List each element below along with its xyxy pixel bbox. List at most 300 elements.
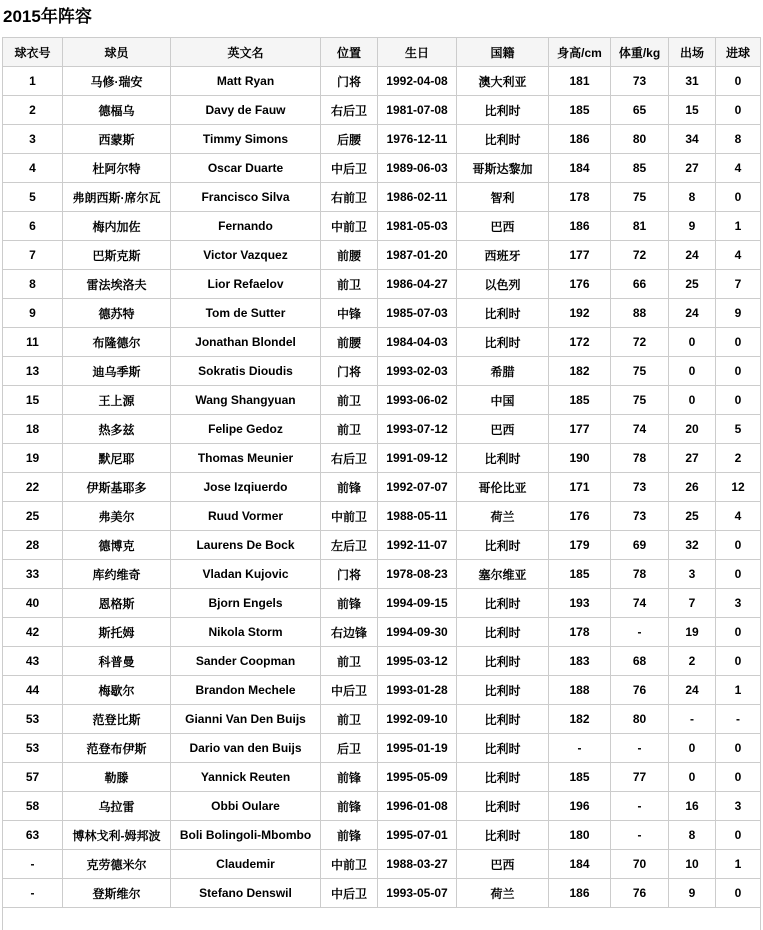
cell-birthday: 1986-04-27 <box>378 270 457 299</box>
cell-appearances: 0 <box>669 328 716 357</box>
cell-height: - <box>549 734 611 763</box>
cell-goals: 0 <box>716 386 761 415</box>
cell-position: 前腰 <box>321 328 378 357</box>
cell-appearances: 15 <box>669 96 716 125</box>
cell-birthday: 1991-09-12 <box>378 444 457 473</box>
table-row <box>3 212 761 241</box>
column-header-position: 位置 <box>321 38 378 67</box>
cell-appearances: 8 <box>669 821 716 850</box>
cell-position: 前卫 <box>321 386 378 415</box>
column-header-weight: 体重/kg <box>611 38 669 67</box>
cell-english-name: Claudemir <box>171 850 321 879</box>
cell-goals: 0 <box>716 357 761 386</box>
cell-jersey: 33 <box>3 560 63 589</box>
cell-jersey: 44 <box>3 676 63 705</box>
page-title: 2015年阵容 <box>3 7 92 26</box>
cell-goals: 0 <box>716 183 761 212</box>
cell-english-name: Nikola Storm <box>171 618 321 647</box>
cell-player: 恩格斯 <box>63 589 171 618</box>
cell-goals: 0 <box>716 560 761 589</box>
cell-position: 前卫 <box>321 647 378 676</box>
cell-birthday: 1992-04-08 <box>378 67 457 96</box>
cell-nationality: 比利时 <box>457 531 549 560</box>
cell-appearances: 32 <box>669 531 716 560</box>
cell-goals: 4 <box>716 241 761 270</box>
cell-weight: 78 <box>611 560 669 589</box>
column-header-appearances: 出场 <box>669 38 716 67</box>
cell-english-name: Sander Coopman <box>171 647 321 676</box>
cell-goals: 3 <box>716 589 761 618</box>
cell-jersey: 53 <box>3 734 63 763</box>
column-header-height: 身高/cm <box>549 38 611 67</box>
cell-appearances: 10 <box>669 850 716 879</box>
cell-english-name: Tom de Sutter <box>171 299 321 328</box>
cell-height: 186 <box>549 125 611 154</box>
cell-appearances: 25 <box>669 270 716 299</box>
cell-appearances: 24 <box>669 299 716 328</box>
roster-table <box>2 37 761 930</box>
roster-table-header <box>3 38 761 67</box>
cell-height: 186 <box>549 212 611 241</box>
cell-birthday: 1993-02-03 <box>378 357 457 386</box>
table-row <box>3 705 761 734</box>
cell-jersey: 19 <box>3 444 63 473</box>
column-header-english-name: 英文名 <box>171 38 321 67</box>
table-row <box>3 67 761 96</box>
cell-position: 中前卫 <box>321 502 378 531</box>
table-row <box>3 444 761 473</box>
cell-english-name: Laurens De Bock <box>171 531 321 560</box>
cell-position: 门将 <box>321 67 378 96</box>
cell-weight: - <box>611 792 669 821</box>
cell-position: 前卫 <box>321 270 378 299</box>
roster-table-body <box>3 67 761 930</box>
cell-position: 前腰 <box>321 241 378 270</box>
cell-nationality: 比利时 <box>457 589 549 618</box>
cell-nationality: 荷兰 <box>457 502 549 531</box>
cell-player: 博林戈利-姆邦波 <box>63 821 171 850</box>
cell-height: 190 <box>549 444 611 473</box>
cell-height: 192 <box>549 299 611 328</box>
cell-player: 德楅乌 <box>63 96 171 125</box>
cell-english-name: Dario van den Buijs <box>171 734 321 763</box>
cell-jersey: 5 <box>3 183 63 212</box>
cell-weight: 66 <box>611 270 669 299</box>
cell-height: 182 <box>549 705 611 734</box>
cell-height: 193 <box>549 589 611 618</box>
cell-birthday: 1981-07-08 <box>378 96 457 125</box>
cell-goals: 0 <box>716 879 761 908</box>
cell-birthday: 1995-05-09 <box>378 763 457 792</box>
table-row <box>3 183 761 212</box>
column-header-goals: 进球 <box>716 38 761 67</box>
table-row <box>3 241 761 270</box>
cell-appearances: 8 <box>669 183 716 212</box>
cell-jersey: 63 <box>3 821 63 850</box>
cell-nationality: 澳大利亚 <box>457 67 549 96</box>
cell-nationality: 巴西 <box>457 850 549 879</box>
cell-jersey: 2 <box>3 96 63 125</box>
cell-appearances: 25 <box>669 502 716 531</box>
cell-player: 伊斯基耶多 <box>63 473 171 502</box>
cell-appearances: 0 <box>669 357 716 386</box>
cell-birthday: 1995-01-19 <box>378 734 457 763</box>
cell-player: 热多兹 <box>63 415 171 444</box>
cell-position: 前锋 <box>321 792 378 821</box>
cell-weight: - <box>611 618 669 647</box>
cell-position: 中前卫 <box>321 212 378 241</box>
cell-nationality: 比利时 <box>457 676 549 705</box>
cell-player: 克劳德米尔 <box>63 850 171 879</box>
cell-weight: 75 <box>611 386 669 415</box>
cell-jersey: 43 <box>3 647 63 676</box>
cell-goals: 0 <box>716 763 761 792</box>
cell-jersey: 6 <box>3 212 63 241</box>
cell-height: 181 <box>549 67 611 96</box>
cell-english-name: Boli Bolingoli-Mbombo <box>171 821 321 850</box>
cell-position: 前锋 <box>321 589 378 618</box>
cell-goals: 0 <box>716 821 761 850</box>
empty-cell <box>3 908 761 930</box>
cell-weight: 70 <box>611 850 669 879</box>
cell-nationality: 比利时 <box>457 821 549 850</box>
cell-goals: 0 <box>716 531 761 560</box>
cell-birthday: 1992-09-10 <box>378 705 457 734</box>
table-row <box>3 299 761 328</box>
cell-nationality: 比利时 <box>457 299 549 328</box>
cell-weight: 73 <box>611 502 669 531</box>
cell-weight: 76 <box>611 676 669 705</box>
cell-english-name: Vladan Kujovic <box>171 560 321 589</box>
cell-weight: 76 <box>611 879 669 908</box>
table-row <box>3 473 761 502</box>
table-row <box>3 850 761 879</box>
table-row <box>3 415 761 444</box>
cell-height: 185 <box>549 96 611 125</box>
cell-goals: 0 <box>716 67 761 96</box>
column-header-player: 球员 <box>63 38 171 67</box>
cell-jersey: 28 <box>3 531 63 560</box>
cell-nationality: 希腊 <box>457 357 549 386</box>
cell-jersey: 9 <box>3 299 63 328</box>
cell-english-name: Fernando <box>171 212 321 241</box>
cell-goals: 0 <box>716 618 761 647</box>
cell-birthday: 1993-07-12 <box>378 415 457 444</box>
cell-weight: 68 <box>611 647 669 676</box>
cell-weight: 85 <box>611 154 669 183</box>
cell-player: 布隆德尔 <box>63 328 171 357</box>
table-row <box>3 763 761 792</box>
cell-goals: 2 <box>716 444 761 473</box>
cell-appearances: 34 <box>669 125 716 154</box>
cell-position: 后腰 <box>321 125 378 154</box>
cell-jersey: - <box>3 850 63 879</box>
cell-position: 中锋 <box>321 299 378 328</box>
cell-goals: 0 <box>716 734 761 763</box>
cell-height: 177 <box>549 415 611 444</box>
cell-player: 西蒙斯 <box>63 125 171 154</box>
cell-birthday: 1976-12-11 <box>378 125 457 154</box>
table-row <box>3 125 761 154</box>
cell-birthday: 1981-05-03 <box>378 212 457 241</box>
cell-position: 中后卫 <box>321 879 378 908</box>
cell-jersey: 57 <box>3 763 63 792</box>
cell-appearances: 0 <box>669 386 716 415</box>
cell-appearances: 27 <box>669 154 716 183</box>
cell-appearances: 19 <box>669 618 716 647</box>
cell-weight: 75 <box>611 357 669 386</box>
cell-player: 迪乌季斯 <box>63 357 171 386</box>
cell-nationality: 比利时 <box>457 444 549 473</box>
cell-jersey: 25 <box>3 502 63 531</box>
cell-nationality: 巴西 <box>457 212 549 241</box>
cell-weight: 75 <box>611 183 669 212</box>
cell-position: 右前卫 <box>321 183 378 212</box>
cell-player: 库约维奇 <box>63 560 171 589</box>
cell-height: 178 <box>549 618 611 647</box>
cell-jersey: 3 <box>3 125 63 154</box>
table-row <box>3 879 761 908</box>
cell-birthday: 1985-07-03 <box>378 299 457 328</box>
cell-height: 185 <box>549 560 611 589</box>
table-row <box>3 386 761 415</box>
cell-height: 172 <box>549 328 611 357</box>
cell-nationality: 比利时 <box>457 125 549 154</box>
cell-player: 巴斯克斯 <box>63 241 171 270</box>
cell-player: 王上源 <box>63 386 171 415</box>
cell-jersey: 22 <box>3 473 63 502</box>
cell-appearances: 27 <box>669 444 716 473</box>
cell-position: 门将 <box>321 560 378 589</box>
cell-english-name: Jonathan Blondel <box>171 328 321 357</box>
cell-jersey: 42 <box>3 618 63 647</box>
cell-weight: 74 <box>611 589 669 618</box>
cell-player: 梅内加佐 <box>63 212 171 241</box>
cell-height: 171 <box>549 473 611 502</box>
cell-position: 中后卫 <box>321 676 378 705</box>
cell-position: 右后卫 <box>321 96 378 125</box>
cell-appearances: 26 <box>669 473 716 502</box>
cell-english-name: Gianni Van Den Buijs <box>171 705 321 734</box>
cell-nationality: 比利时 <box>457 618 549 647</box>
cell-weight: 74 <box>611 415 669 444</box>
cell-appearances: 20 <box>669 415 716 444</box>
cell-appearances: 9 <box>669 879 716 908</box>
cell-goals: 4 <box>716 154 761 183</box>
cell-player: 登斯维尔 <box>63 879 171 908</box>
cell-position: 左后卫 <box>321 531 378 560</box>
cell-birthday: 1996-01-08 <box>378 792 457 821</box>
cell-position: 前锋 <box>321 821 378 850</box>
cell-weight: 72 <box>611 241 669 270</box>
cell-player: 杜阿尔特 <box>63 154 171 183</box>
cell-player: 梅歇尔 <box>63 676 171 705</box>
cell-english-name: Brandon Mechele <box>171 676 321 705</box>
cell-nationality: 比利时 <box>457 705 549 734</box>
cell-weight: 88 <box>611 299 669 328</box>
cell-weight: 69 <box>611 531 669 560</box>
cell-weight: - <box>611 734 669 763</box>
table-row <box>3 502 761 531</box>
table-row <box>3 618 761 647</box>
cell-english-name: Victor Vazquez <box>171 241 321 270</box>
cell-height: 180 <box>549 821 611 850</box>
cell-birthday: 1988-05-11 <box>378 502 457 531</box>
cell-goals: 1 <box>716 676 761 705</box>
cell-english-name: Obbi Oulare <box>171 792 321 821</box>
cell-nationality: 西班牙 <box>457 241 549 270</box>
cell-jersey: 7 <box>3 241 63 270</box>
cell-english-name: Sokratis Dioudis <box>171 357 321 386</box>
table-row <box>3 357 761 386</box>
cell-appearances: 9 <box>669 212 716 241</box>
cell-birthday: 1978-08-23 <box>378 560 457 589</box>
cell-jersey: 58 <box>3 792 63 821</box>
cell-goals: - <box>716 705 761 734</box>
cell-weight: 65 <box>611 96 669 125</box>
cell-goals: 7 <box>716 270 761 299</box>
table-row <box>3 647 761 676</box>
table-row <box>3 676 761 705</box>
table-row <box>3 589 761 618</box>
cell-weight: 72 <box>611 328 669 357</box>
cell-position: 后卫 <box>321 734 378 763</box>
cell-appearances: 31 <box>669 67 716 96</box>
cell-jersey: 1 <box>3 67 63 96</box>
cell-player: 范登布伊斯 <box>63 734 171 763</box>
cell-weight: 77 <box>611 763 669 792</box>
cell-birthday: 1984-04-03 <box>378 328 457 357</box>
cell-player: 弗美尔 <box>63 502 171 531</box>
cell-goals: 4 <box>716 502 761 531</box>
cell-player: 范登比斯 <box>63 705 171 734</box>
cell-goals: 1 <box>716 850 761 879</box>
cell-birthday: 1994-09-15 <box>378 589 457 618</box>
cell-jersey: 15 <box>3 386 63 415</box>
cell-player: 德博克 <box>63 531 171 560</box>
cell-position: 前卫 <box>321 705 378 734</box>
cell-jersey: 53 <box>3 705 63 734</box>
cell-birthday: 1992-11-07 <box>378 531 457 560</box>
cell-player: 马修·瑞安 <box>63 67 171 96</box>
cell-weight: - <box>611 821 669 850</box>
cell-nationality: 以色列 <box>457 270 549 299</box>
cell-jersey: 13 <box>3 357 63 386</box>
column-header-jersey: 球衣号 <box>3 38 63 67</box>
cell-player: 勒滕 <box>63 763 171 792</box>
cell-goals: 0 <box>716 647 761 676</box>
cell-weight: 80 <box>611 125 669 154</box>
cell-english-name: Francisco Silva <box>171 183 321 212</box>
cell-height: 178 <box>549 183 611 212</box>
cell-appearances: 3 <box>669 560 716 589</box>
cell-height: 196 <box>549 792 611 821</box>
cell-english-name: Bjorn Engels <box>171 589 321 618</box>
cell-position: 右后卫 <box>321 444 378 473</box>
cell-english-name: Wang Shangyuan <box>171 386 321 415</box>
cell-appearances: 2 <box>669 647 716 676</box>
cell-birthday: 1993-06-02 <box>378 386 457 415</box>
cell-birthday: 1989-06-03 <box>378 154 457 183</box>
table-row <box>3 96 761 125</box>
cell-height: 177 <box>549 241 611 270</box>
cell-position: 前卫 <box>321 415 378 444</box>
cell-height: 186 <box>549 879 611 908</box>
column-header-nationality: 国籍 <box>457 38 549 67</box>
cell-height: 176 <box>549 270 611 299</box>
cell-birthday: 1993-05-07 <box>378 879 457 908</box>
cell-nationality: 智利 <box>457 183 549 212</box>
cell-jersey: 4 <box>3 154 63 183</box>
cell-birthday: 1986-02-11 <box>378 183 457 212</box>
cell-weight: 73 <box>611 67 669 96</box>
cell-jersey: 8 <box>3 270 63 299</box>
cell-player: 科普曼 <box>63 647 171 676</box>
cell-player: 弗朗西斯·席尔瓦 <box>63 183 171 212</box>
cell-english-name: Felipe Gedoz <box>171 415 321 444</box>
cell-birthday: 1995-07-01 <box>378 821 457 850</box>
cell-english-name: Yannick Reuten <box>171 763 321 792</box>
cell-appearances: 7 <box>669 589 716 618</box>
cell-weight: 78 <box>611 444 669 473</box>
cell-appearances: 0 <box>669 734 716 763</box>
cell-goals: 3 <box>716 792 761 821</box>
cell-height: 176 <box>549 502 611 531</box>
cell-height: 184 <box>549 154 611 183</box>
cell-height: 184 <box>549 850 611 879</box>
cell-english-name: Jose Izqiuerdo <box>171 473 321 502</box>
cell-appearances: 16 <box>669 792 716 821</box>
table-row <box>3 154 761 183</box>
cell-birthday: 1993-01-28 <box>378 676 457 705</box>
cell-english-name: Stefano Denswil <box>171 879 321 908</box>
cell-jersey: 40 <box>3 589 63 618</box>
cell-player: 斯托姆 <box>63 618 171 647</box>
cell-jersey: - <box>3 879 63 908</box>
cell-jersey: 18 <box>3 415 63 444</box>
cell-weight: 73 <box>611 473 669 502</box>
cell-height: 185 <box>549 763 611 792</box>
cell-goals: 0 <box>716 328 761 357</box>
cell-position: 中后卫 <box>321 154 378 183</box>
cell-nationality: 比利时 <box>457 647 549 676</box>
cell-birthday: 1988-03-27 <box>378 850 457 879</box>
empty-row <box>3 908 761 930</box>
cell-english-name: Davy de Fauw <box>171 96 321 125</box>
cell-player: 雷法埃洛夫 <box>63 270 171 299</box>
cell-weight: 80 <box>611 705 669 734</box>
cell-goals: 1 <box>716 212 761 241</box>
cell-nationality: 比利时 <box>457 763 549 792</box>
cell-height: 182 <box>549 357 611 386</box>
cell-goals: 9 <box>716 299 761 328</box>
cell-nationality: 荷兰 <box>457 879 549 908</box>
cell-player: 默尼耶 <box>63 444 171 473</box>
cell-english-name: Matt Ryan <box>171 67 321 96</box>
cell-position: 前锋 <box>321 763 378 792</box>
cell-birthday: 1992-07-07 <box>378 473 457 502</box>
cell-birthday: 1995-03-12 <box>378 647 457 676</box>
cell-english-name: Timmy Simons <box>171 125 321 154</box>
cell-nationality: 比利时 <box>457 792 549 821</box>
cell-height: 188 <box>549 676 611 705</box>
cell-position: 中前卫 <box>321 850 378 879</box>
cell-weight: 81 <box>611 212 669 241</box>
table-row <box>3 531 761 560</box>
cell-nationality: 巴西 <box>457 415 549 444</box>
cell-nationality: 哥伦比亚 <box>457 473 549 502</box>
cell-jersey: 11 <box>3 328 63 357</box>
